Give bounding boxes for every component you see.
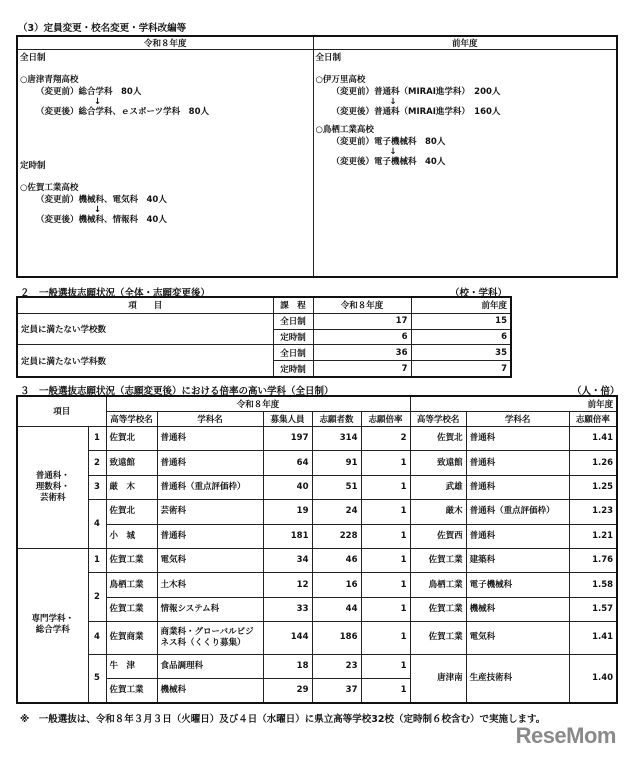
quota: 12 (263, 573, 312, 597)
application-ratio: 1 (361, 524, 410, 548)
prev-ratio: 1.41 (569, 622, 617, 655)
section-title-changes: （3）定員変更・校名変更・学科改編等 (18, 23, 187, 34)
prev-value: 15 (411, 313, 511, 329)
prev-department-name: 普通科 (466, 426, 569, 450)
current-year-changes (17, 50, 313, 278)
prev-department-name: 機械科 (466, 597, 569, 621)
unit-label: （校・学科） (450, 288, 508, 299)
course: 全日制 (273, 313, 313, 329)
application-ratio: 2 (361, 426, 410, 450)
application-ratio: 1 (361, 475, 410, 499)
before-change: （変更前）総合学科 80人 (36, 87, 142, 97)
changes-table (16, 35, 618, 278)
prev-school-name: 佐賀工業 (410, 548, 466, 572)
applicants: 186 (312, 622, 361, 655)
current-value: 36 (313, 345, 411, 361)
prev-ratio: 1.23 (569, 500, 617, 524)
header-prev-ratio: 志願倍率 (569, 411, 617, 426)
department-name: 土木科 (157, 573, 263, 597)
quota: 40 (263, 475, 312, 499)
down-arrow-icon: ↓ (94, 97, 102, 107)
section-title-applications: ２ 一般選抜志願状況（全体・志願変更後） (20, 288, 211, 299)
rank: 4 (88, 500, 106, 549)
table-row (17, 426, 617, 450)
prev-school-name: 佐賀工業 (410, 597, 466, 621)
department-name: 芸術科 (157, 500, 263, 524)
after-change: （変更後）電子機械科 40人 (331, 157, 446, 167)
high-ratio-table (16, 395, 618, 704)
applicants: 46 (312, 548, 361, 572)
prev-value: 7 (411, 361, 511, 377)
rank: 2 (88, 573, 106, 622)
table-row (17, 597, 617, 621)
prev-school-name: 佐賀西 (410, 524, 466, 548)
quota: 18 (263, 654, 312, 678)
header-current-year: 令和８年度 (313, 297, 411, 313)
current-value: 17 (313, 313, 411, 329)
header-prev-year: 前年度 (411, 297, 511, 313)
item-label: 定員に満たない学科数 (17, 345, 273, 377)
school-name: ○鳥栖工業高校 (315, 125, 374, 135)
prev-school-name: 唐津南 (410, 654, 466, 703)
after-change: （変更後）普通科（MIRAI進学科） 160人 (331, 107, 501, 117)
prev-ratio: 1.21 (569, 524, 617, 548)
application-ratio: 1 (361, 654, 410, 678)
course: 全日制 (273, 345, 313, 361)
table-row (17, 451, 617, 475)
application-ratio: 1 (361, 622, 410, 655)
department-name: 情報システム科 (157, 597, 263, 621)
school-name: 佐賀工業 (106, 679, 157, 703)
department-name: 機械科 (157, 679, 263, 703)
application-ratio: 1 (361, 500, 410, 524)
applicants: 37 (312, 679, 361, 703)
school-name: 佐賀北 (106, 426, 157, 450)
prev-department-name: 電子機械科 (466, 573, 569, 597)
prev-department-name: 電気科 (466, 622, 569, 655)
parttime-label: 定時制 (20, 161, 46, 171)
quota: 64 (263, 451, 312, 475)
quota: 144 (263, 622, 312, 655)
school-name: 牛 津 (106, 654, 157, 678)
school-name: ○佐賀工業高校 (20, 183, 79, 193)
department-name: 普通科 (157, 451, 263, 475)
prev-school-name: 佐賀工業 (410, 622, 466, 655)
prev-ratio: 1.40 (569, 654, 617, 703)
rank: 4 (88, 622, 106, 655)
applicants: 16 (312, 573, 361, 597)
application-ratio: 1 (361, 548, 410, 572)
header-prev-year: 前年度 (313, 36, 617, 50)
school-name: 佐賀工業 (106, 597, 157, 621)
course: 定時制 (273, 329, 313, 345)
header-prev-school: 高等学校名 (410, 411, 466, 426)
prev-ratio: 1.76 (569, 548, 617, 572)
application-ratio: 1 (361, 597, 410, 621)
school-name: 致遠館 (106, 451, 157, 475)
prev-school-name: 厳木 (410, 500, 466, 524)
prev-value: 35 (411, 345, 511, 361)
quota: 197 (263, 426, 312, 450)
quota: 33 (263, 597, 312, 621)
applicants: 51 (312, 475, 361, 499)
school-name: 佐賀北 (106, 500, 157, 524)
department-name: 商業科・グローバルビジ ネス科（くくり募集） (157, 622, 263, 655)
prev-ratio: 1.58 (569, 573, 617, 597)
group-label: 普通科・ 理数科・ 芸術科 (17, 426, 88, 548)
down-arrow-icon: ↓ (94, 205, 102, 215)
header-quota: 募集人員 (263, 411, 312, 426)
rank: 1 (88, 548, 106, 572)
section-title-high-ratio: ３ 一般選抜志願状況（志願変更後）における倍率の高い学科（全日制） (20, 386, 334, 397)
table-row (17, 345, 511, 361)
school-name: ○唐津青翔高校 (20, 75, 79, 85)
rank: 5 (88, 654, 106, 703)
applicants: 44 (312, 597, 361, 621)
quota: 34 (263, 548, 312, 572)
applicants: 24 (312, 500, 361, 524)
header-applicants: 志願者数 (312, 411, 361, 426)
current-value: 6 (313, 329, 411, 345)
department-name: 普通科 (157, 426, 263, 450)
header-prev-department: 学科名 (466, 411, 569, 426)
header-course: 課 程 (273, 297, 313, 313)
header-current-year: 令和８年度 (106, 396, 410, 411)
prev-department-name: 生産技術科 (466, 654, 569, 703)
header-item: 項目 (17, 396, 106, 426)
prev-department-name: 普通科 (466, 475, 569, 499)
table-row (17, 524, 617, 548)
header-prev-year: 前年度 (410, 396, 617, 411)
quota: 29 (263, 679, 312, 703)
prev-department-name: 普通科 (466, 524, 569, 548)
application-ratio: 1 (361, 679, 410, 703)
department-name: 食品調理科 (157, 654, 263, 678)
footnote: ※ 一般選抜は、令和８年３月３日（火曜日）及び４日（水曜日）に県立高等学校32校（定時制６校含む）で実施します。 (20, 714, 546, 725)
table-row (17, 475, 617, 499)
header-ratio: 志願倍率 (361, 411, 410, 426)
resemom-logo: ReseMom (515, 723, 616, 748)
applicants: 91 (312, 451, 361, 475)
department-name: 普通科（重点評価枠） (157, 475, 263, 499)
prev-ratio: 1.26 (569, 451, 617, 475)
fulltime-label: 全日制 (20, 53, 46, 63)
department-name: 普通科 (157, 524, 263, 548)
prev-ratio: 1.41 (569, 426, 617, 450)
applicants: 23 (312, 654, 361, 678)
rank: 1 (88, 426, 106, 450)
course: 定時制 (273, 361, 313, 377)
header-school: 高等学校名 (106, 411, 157, 426)
prev-school-name: 致遠館 (410, 451, 466, 475)
school-name: 佐賀工業 (106, 548, 157, 572)
table-row (17, 313, 511, 329)
applicants: 314 (312, 426, 361, 450)
rank: 2 (88, 451, 106, 475)
school-name: ○伊万里高校 (315, 75, 366, 85)
prev-department-name: 普通科（重点評価枠） (466, 500, 569, 524)
prev-school-name: 鳥栖工業 (410, 573, 466, 597)
table-row (17, 654, 617, 678)
school-name: 小 城 (106, 524, 157, 548)
before-change: （変更前）機械科、電気科 40人 (36, 195, 167, 205)
application-ratio: 1 (361, 451, 410, 475)
down-arrow-icon: ↓ (389, 97, 397, 107)
current-value: 7 (313, 361, 411, 377)
unit-label: （人・倍） (572, 386, 620, 397)
group-label: 専門学科・ 総合学科 (17, 548, 88, 703)
prev-ratio: 1.25 (569, 475, 617, 499)
applicants: 228 (312, 524, 361, 548)
application-summary-table (16, 296, 512, 378)
after-change: （変更後）総合学科、ｅスポーツ学科 80人 (36, 107, 209, 117)
prev-ratio: 1.57 (569, 597, 617, 621)
table-row (17, 573, 617, 597)
application-ratio: 1 (361, 573, 410, 597)
prev-year-changes (313, 50, 617, 278)
after-change: （変更後）機械科、情報科 40人 (36, 215, 167, 225)
table-row (17, 548, 617, 572)
rank: 3 (88, 475, 106, 499)
before-change: （変更前）電子機械科 80人 (331, 137, 446, 147)
school-name: 鳥栖工業 (106, 573, 157, 597)
fulltime-label: 全日制 (315, 53, 342, 63)
quota: 181 (263, 524, 312, 548)
header-current-year: 令和８年度 (17, 36, 313, 50)
quota: 19 (263, 500, 312, 524)
table-row (17, 622, 617, 655)
table-row (17, 500, 617, 524)
prev-school-name: 武雄 (410, 475, 466, 499)
down-arrow-icon: ↓ (389, 147, 397, 157)
prev-value: 6 (411, 329, 511, 345)
department-name: 電気科 (157, 548, 263, 572)
prev-department-name: 建築科 (466, 548, 569, 572)
prev-department-name: 普通科 (466, 451, 569, 475)
header-department: 学科名 (157, 411, 263, 426)
school-name: 厳 木 (106, 475, 157, 499)
prev-school-name: 佐賀北 (410, 426, 466, 450)
before-change: （変更前）普通科（MIRAI進学科） 200人 (331, 87, 501, 97)
school-name: 佐賀商業 (106, 622, 157, 655)
item-label: 定員に満たない学校数 (17, 313, 273, 345)
header-item: 項 目 (17, 297, 273, 313)
